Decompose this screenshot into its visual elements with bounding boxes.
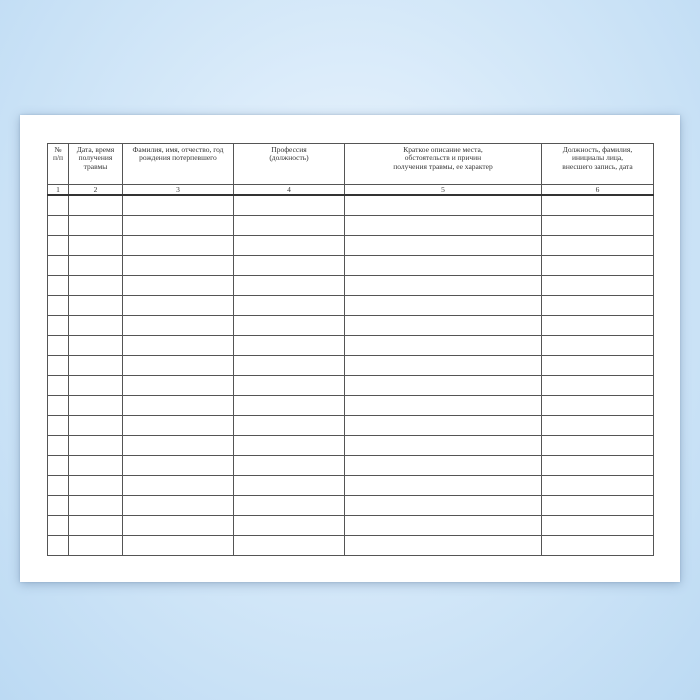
- column-number: 5: [345, 185, 542, 196]
- empty-cell: [234, 496, 345, 516]
- empty-cell: [123, 476, 234, 496]
- empty-cell: [69, 416, 123, 436]
- column-number: 6: [542, 185, 654, 196]
- empty-cell: [234, 536, 345, 556]
- empty-cell: [345, 436, 542, 456]
- empty-cell: [542, 496, 654, 516]
- empty-cell: [123, 536, 234, 556]
- empty-cell: [542, 476, 654, 496]
- empty-cell: [69, 436, 123, 456]
- column-number: 2: [69, 185, 123, 196]
- empty-cell: [48, 296, 69, 316]
- column-number: 3: [123, 185, 234, 196]
- empty-cell: [69, 236, 123, 256]
- header-recorder: Должность, фамилия, инициалы лица, внесшего запись, дата: [542, 144, 654, 185]
- empty-cell: [123, 356, 234, 376]
- empty-cell: [234, 416, 345, 436]
- empty-cell: [69, 256, 123, 276]
- empty-cell: [345, 536, 542, 556]
- header-row-number: № п/п: [48, 144, 69, 185]
- empty-cell: [345, 456, 542, 476]
- empty-cell: [345, 236, 542, 256]
- empty-cell: [345, 516, 542, 536]
- empty-cell: [542, 536, 654, 556]
- table-row: [48, 476, 654, 496]
- empty-cell: [542, 195, 654, 216]
- empty-cell: [123, 436, 234, 456]
- empty-cell: [69, 376, 123, 396]
- empty-cell: [123, 516, 234, 536]
- table-row: [48, 356, 654, 376]
- table-row: [48, 336, 654, 356]
- empty-cell: [234, 216, 345, 236]
- empty-cell: [69, 216, 123, 236]
- empty-cell: [234, 256, 345, 276]
- empty-cell: [234, 316, 345, 336]
- table-row: [48, 496, 654, 516]
- empty-cell: [542, 516, 654, 536]
- empty-cell: [48, 376, 69, 396]
- empty-cell: [69, 296, 123, 316]
- header-injury-date: Дата, время получения травмы: [69, 144, 123, 185]
- table-row: [48, 236, 654, 256]
- empty-cell: [542, 376, 654, 396]
- empty-cell: [69, 536, 123, 556]
- empty-cell: [542, 236, 654, 256]
- empty-cell: [48, 236, 69, 256]
- header-description: Краткое описание места, обстоятельств и причин получения травмы, ее характер: [345, 144, 542, 185]
- journal-sheet: [20, 115, 680, 582]
- empty-cell: [234, 516, 345, 536]
- table-row: [48, 195, 654, 216]
- table-row: [48, 316, 654, 336]
- empty-cell: [345, 416, 542, 436]
- empty-cell: [69, 276, 123, 296]
- header-profession: Профессия (должность): [234, 144, 345, 185]
- empty-cell: [48, 195, 69, 216]
- empty-cell: [123, 416, 234, 436]
- empty-cell: [542, 356, 654, 376]
- empty-cell: [69, 476, 123, 496]
- empty-cell: [48, 496, 69, 516]
- empty-cell: [123, 256, 234, 276]
- empty-cell: [69, 336, 123, 356]
- empty-cell: [542, 416, 654, 436]
- empty-cell: [542, 316, 654, 336]
- empty-cell: [234, 376, 345, 396]
- empty-cell: [123, 296, 234, 316]
- empty-cell: [234, 276, 345, 296]
- table-row: [48, 436, 654, 456]
- empty-cell: [542, 296, 654, 316]
- empty-cell: [48, 516, 69, 536]
- empty-cell: [234, 296, 345, 316]
- column-number: 1: [48, 185, 69, 196]
- empty-cell: [542, 456, 654, 476]
- empty-cell: [69, 396, 123, 416]
- empty-cell: [48, 216, 69, 236]
- empty-cell: [123, 195, 234, 216]
- empty-cell: [48, 336, 69, 356]
- empty-cell: [542, 276, 654, 296]
- empty-cell: [48, 276, 69, 296]
- empty-cell: [345, 336, 542, 356]
- header-victim-name: Фамилия, имя, отчество, год рождения потерпевшего: [123, 144, 234, 185]
- empty-cell: [542, 216, 654, 236]
- column-number-row: [48, 185, 654, 196]
- empty-cell: [345, 496, 542, 516]
- empty-cell: [345, 216, 542, 236]
- empty-cell: [123, 216, 234, 236]
- empty-cell: [48, 356, 69, 376]
- empty-cell: [234, 195, 345, 216]
- empty-cell: [345, 476, 542, 496]
- table-row: [48, 376, 654, 396]
- table-row: [48, 416, 654, 436]
- empty-cell: [48, 316, 69, 336]
- table-row: [48, 256, 654, 276]
- empty-cell: [48, 536, 69, 556]
- empty-cell: [345, 195, 542, 216]
- empty-cell: [542, 336, 654, 356]
- empty-cell: [48, 476, 69, 496]
- empty-cell: [48, 416, 69, 436]
- empty-cell: [542, 396, 654, 416]
- table-row: [48, 516, 654, 536]
- journal-body: [48, 195, 654, 556]
- empty-cell: [123, 496, 234, 516]
- empty-cell: [234, 336, 345, 356]
- empty-cell: [48, 396, 69, 416]
- empty-cell: [345, 256, 542, 276]
- table-row: [48, 276, 654, 296]
- empty-cell: [48, 456, 69, 476]
- empty-cell: [234, 436, 345, 456]
- empty-cell: [542, 256, 654, 276]
- empty-cell: [345, 316, 542, 336]
- empty-cell: [69, 195, 123, 216]
- empty-cell: [123, 396, 234, 416]
- empty-cell: [48, 256, 69, 276]
- empty-cell: [123, 456, 234, 476]
- empty-cell: [345, 296, 542, 316]
- empty-cell: [234, 396, 345, 416]
- empty-cell: [123, 276, 234, 296]
- column-number: 4: [234, 185, 345, 196]
- empty-cell: [234, 356, 345, 376]
- empty-cell: [69, 456, 123, 476]
- empty-cell: [234, 476, 345, 496]
- empty-cell: [123, 316, 234, 336]
- table-row: [48, 296, 654, 316]
- header-row: [48, 144, 654, 185]
- table-row: [48, 216, 654, 236]
- empty-cell: [345, 396, 542, 416]
- empty-cell: [123, 336, 234, 356]
- empty-cell: [234, 236, 345, 256]
- injury-journal-table: [47, 143, 654, 556]
- empty-cell: [123, 236, 234, 256]
- empty-cell: [123, 376, 234, 396]
- empty-cell: [234, 456, 345, 476]
- empty-cell: [69, 316, 123, 336]
- empty-cell: [345, 356, 542, 376]
- empty-cell: [345, 276, 542, 296]
- empty-cell: [48, 436, 69, 456]
- empty-cell: [69, 496, 123, 516]
- empty-cell: [69, 356, 123, 376]
- table-row: [48, 456, 654, 476]
- table-row: [48, 536, 654, 556]
- empty-cell: [69, 516, 123, 536]
- empty-cell: [542, 436, 654, 456]
- table-row: [48, 396, 654, 416]
- empty-cell: [345, 376, 542, 396]
